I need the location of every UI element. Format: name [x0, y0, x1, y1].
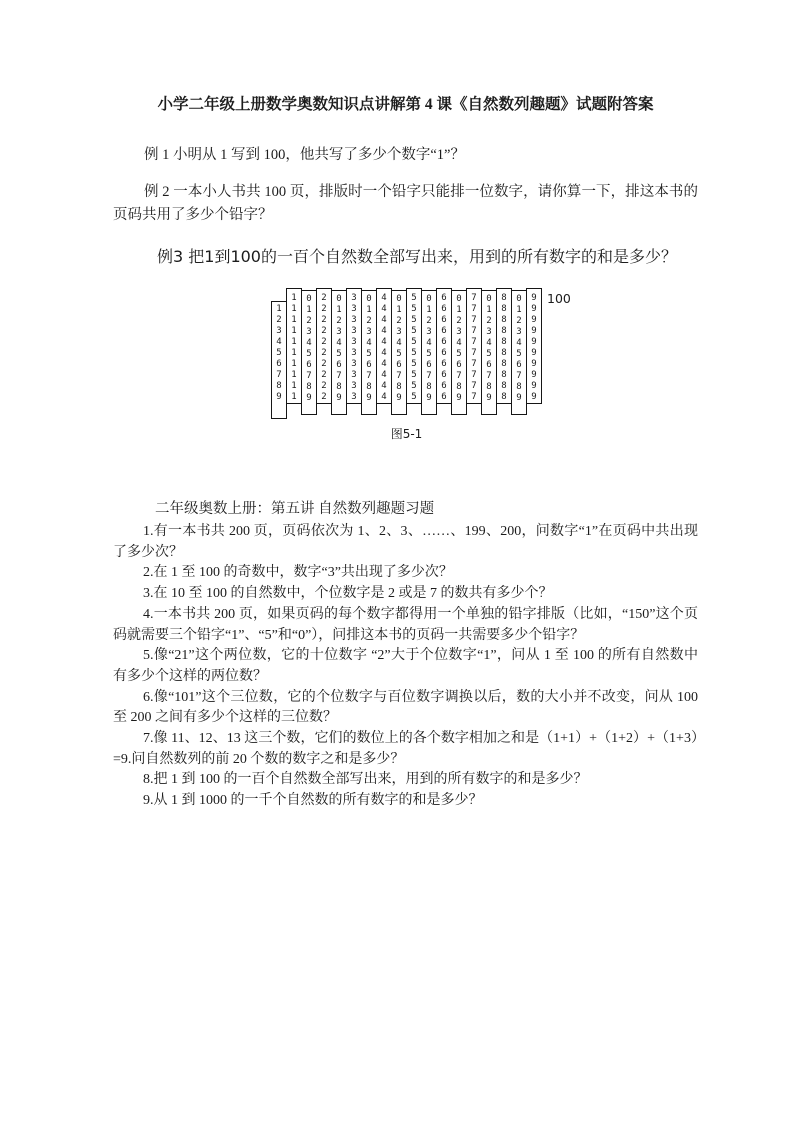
digit-cell: 5: [276, 348, 282, 358]
digit-cell: 6: [441, 304, 447, 314]
digit-cell: 2: [516, 316, 522, 326]
digit-cell: 2: [321, 326, 327, 336]
digit-cell: 3: [351, 392, 357, 402]
digit-cell: 8: [336, 382, 342, 392]
digit-cell: 4: [336, 338, 342, 348]
digit-cell: 7: [471, 359, 477, 369]
digit-cell: 9: [366, 393, 372, 403]
digit-cell: 0: [516, 294, 522, 304]
digit-cell: 8: [426, 382, 432, 392]
exercise-item: 2.在 1 至 100 的奇数中，数字“3”共出现了多少次？: [143, 565, 453, 581]
digit-cell: 9: [531, 370, 537, 380]
digit-cell: 6: [441, 359, 447, 369]
digit-column-units: [421, 290, 437, 415]
digit-cell: 9: [456, 393, 462, 403]
digit-cell: 9: [531, 337, 537, 347]
digit-cell: 6: [306, 360, 312, 370]
exercise-list: [113, 522, 698, 812]
digit-cell: 0: [366, 294, 372, 304]
digit-cell: 8: [306, 382, 312, 392]
digit-cell: 3: [351, 326, 357, 336]
exercises-heading: 二年级奥数上册：第五讲 自然数列趣题习题: [155, 501, 435, 517]
digit-cell: 9: [336, 393, 342, 403]
digit-columns-figure: [271, 288, 698, 419]
digit-cell: 3: [456, 327, 462, 337]
digit-cell: 3: [351, 370, 357, 380]
digit-cell: 4: [381, 359, 387, 369]
digit-cell: 9: [531, 326, 537, 336]
digit-cell: 6: [486, 360, 492, 370]
digit-cell: 6: [441, 381, 447, 391]
digit-cell: 7: [471, 348, 477, 358]
digit-cell: 4: [486, 338, 492, 348]
digit-cell: 8: [501, 315, 507, 325]
exercise-item: 5.像“21”这个两位数，它的十位数字 “2”大于个位数字“1”，问从 1 至 100 的所有自然数中有多少个这样的两位数？: [113, 648, 698, 684]
digit-cell: 9: [396, 393, 402, 403]
digit-cell: 1: [516, 305, 522, 315]
digit-column-units: [361, 290, 377, 415]
digit-cell: 4: [381, 392, 387, 402]
digit-cell: 8: [501, 337, 507, 347]
digit-cell: 0: [306, 294, 312, 304]
digit-cell: 1: [291, 326, 297, 336]
digit-cell: 3: [276, 326, 282, 336]
digit-column-units: [481, 290, 497, 415]
digit-cell: 5: [411, 348, 417, 358]
digit-cell: 7: [471, 315, 477, 325]
exercise-item: 6.像“101”这个三位数，它的个位数字与百位数字调换以后，数的大小并不改变，问从 100 至 200 之间有多少个这样的三位数？: [113, 689, 698, 726]
exercise-item: 4.一本书共 200 页，如果页码的每个数字都得用一个单独的铅字排版（比如，“150”这个页码就需要三个铅字“1”、“5”和“0”），问排这本书的页码一共需要多少个铅字？: [113, 606, 698, 643]
digit-cell: 8: [501, 348, 507, 358]
digit-cell: 8: [501, 326, 507, 336]
digit-cell: 1: [456, 305, 462, 315]
digit-cell: 3: [351, 293, 357, 303]
digit-cell: 8: [516, 382, 522, 392]
digit-cell: 6: [441, 370, 447, 380]
digit-cell: 2: [366, 316, 372, 326]
digit-cell: 9: [531, 348, 537, 358]
digit-cell: 3: [351, 359, 357, 369]
digit-cell: 7: [471, 337, 477, 347]
digit-cell: 0: [336, 294, 342, 304]
digit-cell: 1: [366, 305, 372, 315]
digit-cell: 6: [336, 360, 342, 370]
digit-cell: 9: [306, 393, 312, 403]
example-3: 例3 把1到100的一百个自然数全部写出来，用到的所有数字的和是多少？: [157, 247, 677, 266]
digit-cell: 3: [351, 304, 357, 314]
digit-cell: 4: [426, 338, 432, 348]
digit-cell: 0: [486, 294, 492, 304]
digit-cell: 7: [306, 371, 312, 381]
digit-cell: 2: [321, 293, 327, 303]
digit-cell: 7: [456, 371, 462, 381]
digit-cell: 7: [516, 371, 522, 381]
digit-cell: 4: [381, 304, 387, 314]
digit-cell: 2: [336, 316, 342, 326]
digit-cell: 3: [396, 327, 402, 337]
digit-cell: 8: [501, 370, 507, 380]
digit-cell: 4: [366, 338, 372, 348]
digit-cell: 2: [321, 392, 327, 402]
digit-cell: 2: [321, 370, 327, 380]
digit-cell: 5: [411, 304, 417, 314]
digit-column-tens: [496, 288, 512, 404]
digit-cell: 6: [441, 293, 447, 303]
digit-cell: 1: [291, 348, 297, 358]
digit-cell: 6: [516, 360, 522, 370]
digit-cell: 2: [486, 316, 492, 326]
digit-cell: 4: [381, 337, 387, 347]
digit-cell: 4: [516, 338, 522, 348]
digit-cell: 7: [471, 370, 477, 380]
exercise-item: 9.从 1 到 1000 的一千个自然数的所有数字的和是多少？: [143, 793, 483, 809]
digit-cell: 9: [531, 359, 537, 369]
digit-cell: 8: [456, 382, 462, 392]
digit-cell: 5: [306, 349, 312, 359]
digit-cell: 2: [456, 316, 462, 326]
digit-cell: 1: [276, 304, 282, 314]
digit-cell: 5: [411, 293, 417, 303]
digit-cell: 2: [321, 348, 327, 358]
exercise-item: 7.像 11、12、13 这三个数，它们的数位上的各个数字相加之和是（1+1）+（1+2）+（1+3）=9.问自然数列的前 20 个数的数字之和是多少？: [113, 731, 698, 767]
digit-column-units: [451, 290, 467, 415]
digit-cell: 4: [381, 370, 387, 380]
digit-cell: 2: [321, 337, 327, 347]
digit-cell: 7: [471, 293, 477, 303]
digit-cell: 6: [441, 392, 447, 402]
digit-cell: 8: [501, 392, 507, 402]
digit-cell: 1: [291, 304, 297, 314]
digit-cell: 8: [501, 359, 507, 369]
digit-cell: 4: [276, 337, 282, 347]
digit-column-tens: [286, 288, 302, 404]
digit-cell: 5: [486, 349, 492, 359]
digit-cell: 1: [291, 392, 297, 402]
digit-cell: 7: [276, 370, 282, 380]
digit-column-tens: [526, 288, 542, 404]
digit-cell: 5: [366, 349, 372, 359]
digit-column-units: [391, 290, 407, 415]
digit-cell: 5: [411, 392, 417, 402]
exercise-item: 8.把 1 到 100 的一百个自然数全部写出来，用到的所有数字的和是多少？: [143, 772, 588, 788]
digit-cell: 3: [426, 327, 432, 337]
digit-cell: 2: [321, 381, 327, 391]
digit-column-units: [331, 290, 347, 415]
digit-cell: 2: [321, 304, 327, 314]
digit-cell: 3: [351, 348, 357, 358]
digit-cell: 1: [426, 305, 432, 315]
example-2: 例 2 一本小人书共 100 页，排版时一个铅字只能排一位数字，请你算一下，排这本书的页码共用了多少个铅字？: [113, 184, 698, 223]
digit-cell: 4: [381, 381, 387, 391]
digit-cell: 7: [471, 326, 477, 336]
digit-column-first: [271, 301, 287, 419]
digit-cell: 1: [291, 337, 297, 347]
digit-column-tens: [316, 288, 332, 404]
digit-cell: 5: [426, 349, 432, 359]
digit-cell: 4: [306, 338, 312, 348]
digit-cell: 4: [381, 293, 387, 303]
figure-end-label: 100: [547, 291, 571, 306]
digit-cell: 1: [336, 305, 342, 315]
digit-cell: 1: [291, 293, 297, 303]
digit-cell: 5: [336, 349, 342, 359]
exercise-item: 1.有一本书共 200 页，页码依次为 1、2、3、……、199、200，问数字“1”在页码中共出现了多少次？: [113, 524, 698, 560]
digit-cell: 7: [426, 371, 432, 381]
digit-cell: 8: [366, 382, 372, 392]
digit-cell: 5: [411, 326, 417, 336]
digit-cell: 2: [276, 315, 282, 325]
digit-cell: 3: [351, 381, 357, 391]
digit-cell: 6: [441, 348, 447, 358]
digit-cell: 1: [396, 305, 402, 315]
digit-column-tens: [466, 288, 482, 404]
digit-cell: 3: [306, 327, 312, 337]
digit-cell: 8: [501, 293, 507, 303]
digit-cell: 9: [531, 381, 537, 391]
digit-cell: 0: [456, 294, 462, 304]
digit-cell: 5: [411, 315, 417, 325]
digit-cell: 9: [531, 304, 537, 314]
digit-cell: 7: [471, 304, 477, 314]
figure-caption: 图5-1: [390, 427, 423, 441]
digit-cell: 5: [411, 359, 417, 369]
digit-cell: 7: [486, 371, 492, 381]
digit-cell: 3: [351, 315, 357, 325]
digit-cell: 5: [411, 337, 417, 347]
digit-cell: 7: [366, 371, 372, 381]
digit-cell: 9: [531, 315, 537, 325]
digit-cell: 5: [411, 370, 417, 380]
digit-cell: 1: [291, 370, 297, 380]
digit-cell: 9: [531, 392, 537, 402]
digit-cell: 5: [516, 349, 522, 359]
digit-cell: 5: [456, 349, 462, 359]
digit-cell: 5: [396, 349, 402, 359]
digit-cell: 3: [351, 337, 357, 347]
digit-cell: 2: [426, 316, 432, 326]
digit-cell: 1: [486, 305, 492, 315]
digit-cell: 8: [501, 381, 507, 391]
digit-cell: 8: [486, 382, 492, 392]
digit-cell: 3: [516, 327, 522, 337]
digit-cell: 4: [381, 315, 387, 325]
digit-cell: 9: [516, 393, 522, 403]
digit-cell: 6: [456, 360, 462, 370]
digit-cell: 9: [531, 293, 537, 303]
digit-cell: 9: [486, 393, 492, 403]
digit-cell: 6: [441, 326, 447, 336]
digit-cell: 9: [426, 393, 432, 403]
digit-cell: 1: [291, 359, 297, 369]
digit-cell: 6: [426, 360, 432, 370]
digit-cell: 7: [336, 371, 342, 381]
digit-column-tens: [346, 288, 362, 404]
digit-column-units: [301, 290, 317, 415]
digit-column-tens: [406, 288, 422, 404]
digit-cell: 4: [381, 326, 387, 336]
digit-cell: 4: [396, 338, 402, 348]
digit-cell: 2: [306, 316, 312, 326]
digit-cell: 5: [411, 381, 417, 391]
digit-cell: 7: [396, 371, 402, 381]
digit-cell: 4: [381, 348, 387, 358]
digit-column-units: [511, 290, 527, 415]
exercise-item: 3.在 10 至 100 的自然数中，个位数字是 2 或是 7 的数共有多少个？: [143, 586, 553, 602]
digit-column-tens: [376, 288, 392, 404]
example-1: 例 1 小明从 1 写到 100，他共写了多少个数字“1”？: [144, 147, 465, 163]
digit-cell: 4: [456, 338, 462, 348]
digit-cell: 1: [306, 305, 312, 315]
digit-cell: 7: [471, 381, 477, 391]
digit-cell: 6: [366, 360, 372, 370]
digit-cell: 0: [426, 294, 432, 304]
digit-cell: 3: [486, 327, 492, 337]
digit-cell: 8: [501, 304, 507, 314]
digit-cell: 2: [396, 316, 402, 326]
digit-cell: 9: [276, 392, 282, 402]
digit-cell: 1: [291, 315, 297, 325]
digit-cell: 3: [336, 327, 342, 337]
digit-cell: 8: [276, 381, 282, 391]
digit-cell: 2: [321, 359, 327, 369]
digit-cell: 6: [276, 359, 282, 369]
digit-cell: 1: [291, 381, 297, 391]
digit-column-tens: [436, 288, 452, 404]
digit-cell: 7: [471, 392, 477, 402]
digit-cell: 6: [396, 360, 402, 370]
digit-cell: 6: [441, 315, 447, 325]
digit-cell: 3: [366, 327, 372, 337]
digit-cell: 6: [441, 337, 447, 347]
digit-cell: 8: [396, 382, 402, 392]
document-title: 小学二年级上册数学奥数知识点讲解第 4 课《自然数列趣题》试题附答案: [157, 96, 654, 113]
digit-cell: 0: [396, 294, 402, 304]
digit-cell: 2: [321, 315, 327, 325]
